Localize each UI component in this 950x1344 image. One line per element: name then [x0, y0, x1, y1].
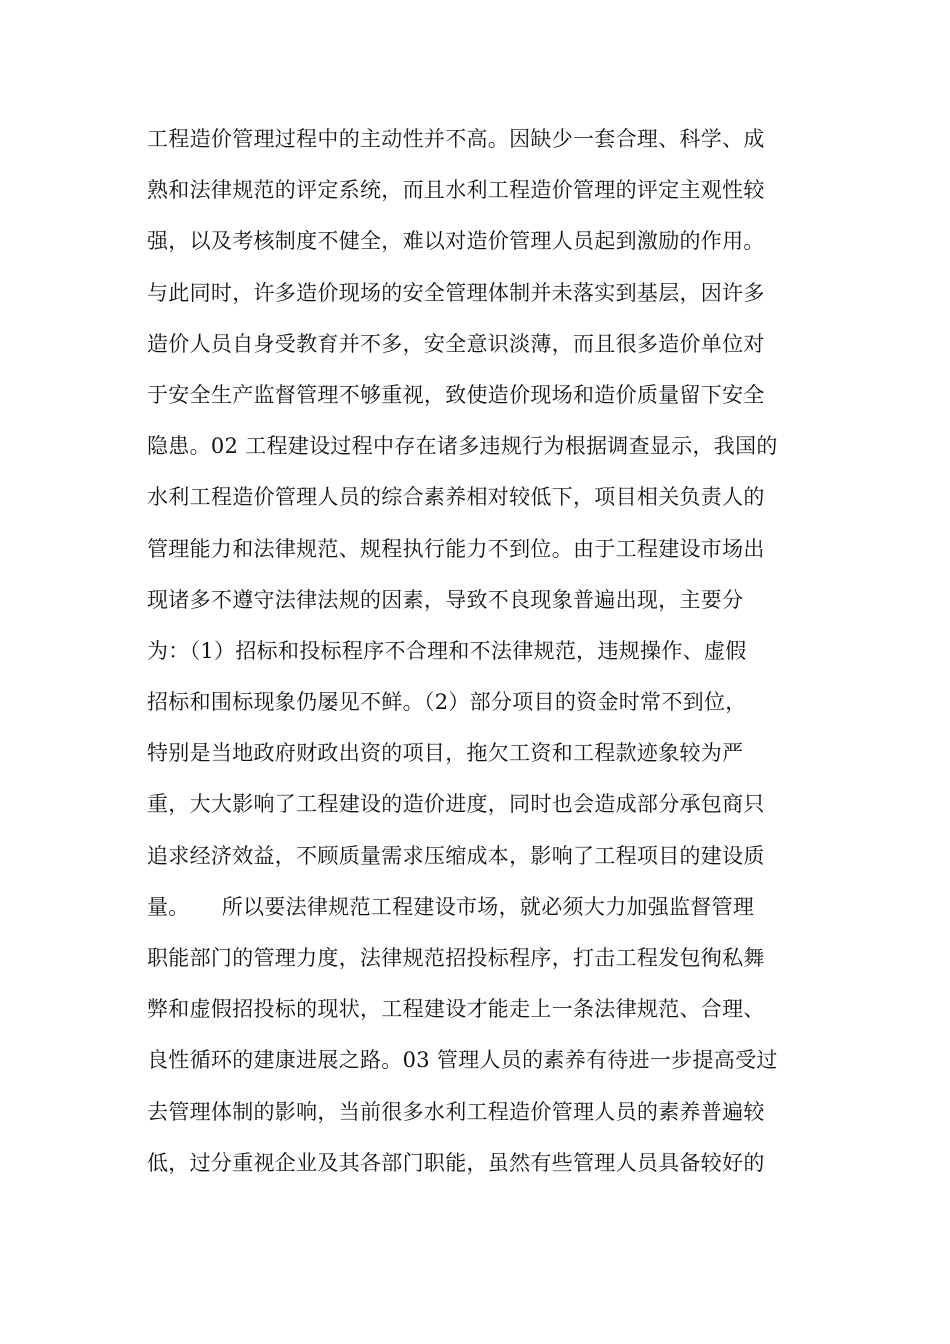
text-line: 工程造价管理过程中的主动性并不高。因缺少一套合理、科学、成: [147, 127, 765, 151]
text-line: 熟和法律规范的评定系统，而且水利工程造价管理的评定主观性较: [147, 178, 765, 203]
body-text: [147, 118, 807, 1193]
text-line: 弊和虚假招投标的现状，工程建设才能走上一条法律规范、合理、: [147, 997, 765, 1022]
text-line: 良性循环的建康进展之路。03 管理人员的素养有待进一步提高受过: [147, 1048, 778, 1073]
text-line: 于安全生产监督管理不够重视，致使造价现场和造价质量留下安全: [147, 382, 765, 407]
text-line: 管理能力和法律规范、规程执行能力不到位。由于工程建设市场出: [147, 536, 765, 561]
text-line: 与此同时，许多造价现场的安全管理体制并未落实到基层，因许多: [147, 280, 765, 305]
text-line: 强，以及考核制度不健全，难以对造价管理人员起到激励的作用。: [147, 229, 765, 254]
text-line: 现诸多不遵守法律法规的因素，导致不良现象普遍出现，主要分: [147, 587, 744, 612]
text-line: 造价人员自身受教育并不多，安全意识淡薄，而且很多造价单位对: [147, 331, 765, 356]
text-line: 招标和围标现象仍屡见不鲜。（2）部分项目的资金时常不到位，: [147, 690, 747, 715]
text-line: 为：（1）招标和投标程序不合理和不法律规范，违规操作、虚假: [147, 638, 747, 663]
text-line: 追求经济效益，不顾质量需求压缩成本，影响了工程项目的建设质: [147, 843, 765, 868]
text-line: 量。 所以要法律规范工程建设市场，就必须大力加强监督管理: [147, 894, 755, 919]
text-line: 重，大大影响了工程建设的造价进度，同时也会造成部分承包商只: [147, 792, 765, 817]
text-line: 职能部门的管理力度，法律规范招投标程序，打击工程发包徇私舞: [147, 946, 765, 970]
text-line: 水利工程造价管理人员的综合素养相对较低下，项目相关负责人的: [147, 485, 765, 510]
text-line: 特别是当地政府财政出资的项目，拖欠工资和工程款迹象较为严: [147, 741, 744, 766]
text-line: 低，过分重视企业及其各部门职能，虽然有些管理人员具备较好的: [147, 1150, 765, 1175]
text-line: 去管理体制的影响，当前很多水利工程造价管理人员的素养普遍较: [147, 1099, 765, 1124]
text-line: 隐患。02 工程建设过程中存在诸多违规行为根据调查显示，我国的: [147, 434, 778, 459]
